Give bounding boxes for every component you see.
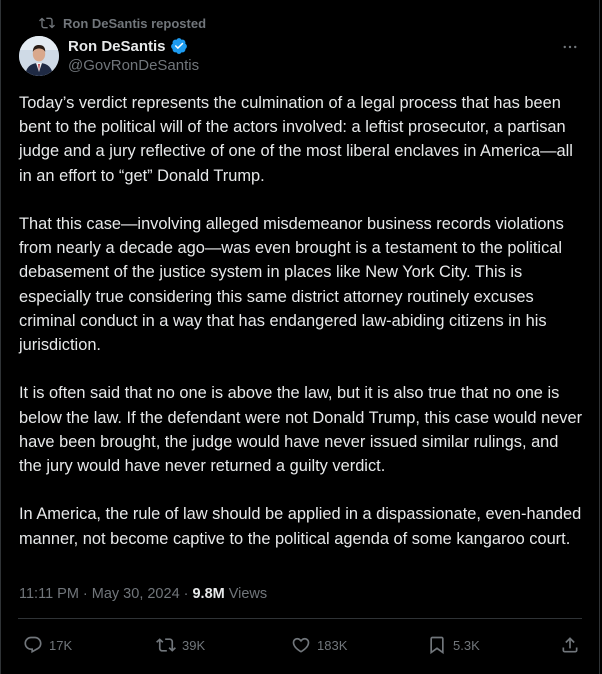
tweet-paragraph: It is often said that no one is above the law, but it is also true that no one is below the law. If the defendant were not Donald Trump, this case would never have been brought, the judge would have never issued similar rulings, and the jury would have never returned a guilty verdict. xyxy=(19,384,583,476)
tweet-paragraph: Today’s verdict represents the culmination of a legal process that has been bent to the political will of the actors involved: a leftist prosecutor, a partisan judge and a jury reflective of one of the most liberal enclaves in America—all in an effort to “get” Donald Trump. xyxy=(19,94,573,185)
like-count: 183K xyxy=(317,637,348,653)
views-count[interactable]: 9.8M xyxy=(192,586,225,602)
tweet-time[interactable]: 11:11 PM xyxy=(19,586,79,602)
author-block xyxy=(68,36,199,74)
tweet-text xyxy=(19,91,584,551)
reply-count: 17K xyxy=(49,637,73,653)
reply-icon xyxy=(23,635,43,655)
repost-button[interactable] xyxy=(156,635,205,655)
tweet-date[interactable]: May 30, 2024 xyxy=(91,586,180,602)
share-button[interactable] xyxy=(560,635,580,655)
action-bar xyxy=(23,635,583,659)
bookmark-button[interactable] xyxy=(427,635,480,655)
bookmark-count: 5.3K xyxy=(453,637,480,653)
repost-icon xyxy=(39,15,55,31)
avatar-portrait-icon xyxy=(19,36,59,76)
views-label: Views xyxy=(228,586,268,602)
verified-badge-icon[interactable] xyxy=(170,37,188,55)
divider xyxy=(18,618,582,619)
heart-icon xyxy=(291,635,311,655)
meta-separator: · xyxy=(183,586,189,602)
author-handle[interactable]: @GovRonDeSantis xyxy=(68,57,200,74)
repost-count: 39K xyxy=(182,637,206,653)
reply-button[interactable] xyxy=(23,635,72,655)
more-options-button[interactable] xyxy=(559,38,581,56)
tweet-paragraph: In America, the rule of law should be applied in a dispassionate, even-handed manner, not become captive to the political agenda of some kangaroo court. xyxy=(19,505,582,548)
more-icon xyxy=(561,38,579,56)
author-name[interactable]: Ron DeSantis xyxy=(68,37,166,55)
tweet-paragraph: That this case—involving alleged misdemeanor business records violations from nearly a decade ago—was even brought is a testament to the political debasement of the justice system in places like New York City. This is especially true considering this same district attorney routinely excuses criminal conduct in a way that has endangered law-abiding citizens in his jurisdiction. xyxy=(19,215,564,355)
share-icon xyxy=(560,635,580,655)
avatar[interactable] xyxy=(19,36,59,76)
repost-banner[interactable] xyxy=(39,14,206,32)
like-button[interactable] xyxy=(291,635,347,655)
meta-separator: · xyxy=(82,586,88,602)
repost-icon xyxy=(156,635,176,655)
tweet-metadata xyxy=(19,586,267,602)
repost-label: Ron DeSantis reposted xyxy=(63,15,207,31)
bookmark-icon xyxy=(427,635,447,655)
